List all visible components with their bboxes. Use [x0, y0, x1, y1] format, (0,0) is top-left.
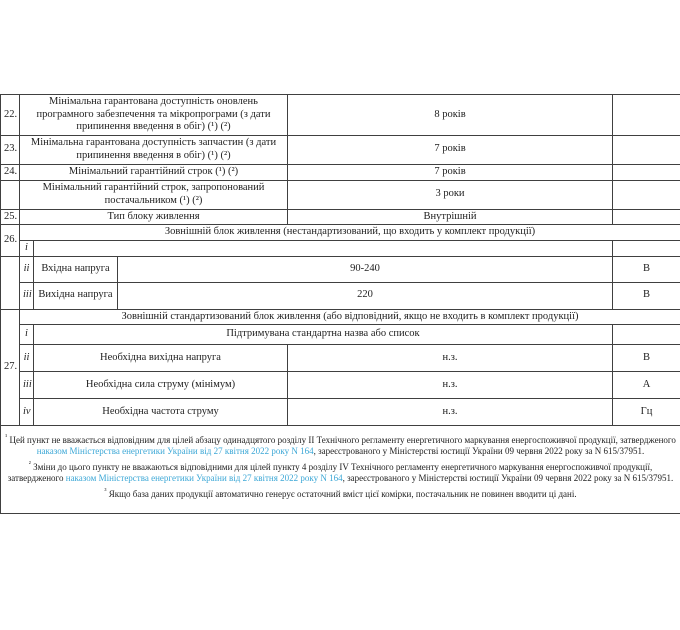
row-unit — [613, 135, 680, 164]
sub-row-number: iv — [20, 399, 34, 426]
row-value: 90-240 — [118, 256, 613, 282]
row-label: Необхідна сила струму (мінімум) — [34, 372, 288, 399]
row-value: 3 роки — [288, 180, 613, 209]
table-row — [1, 345, 680, 372]
row-label: Мінімальний гарантійний строк, запропонований постачальником (¹) (²) — [20, 180, 288, 209]
footnote-order-link[interactable]: наказом Міністерства енергетики України від 27 квітня 2022 року N 164 — [36, 446, 314, 457]
row-label: Тип блоку живлення — [20, 209, 288, 225]
row-unit — [613, 95, 680, 136]
sub-row-number: i — [20, 325, 34, 345]
row-unit: А — [613, 372, 680, 399]
footnote-1 — [4, 432, 677, 458]
footnotes-block — [1, 426, 680, 514]
row-number-spacer — [1, 256, 20, 309]
row-value: Внутрішній — [288, 209, 613, 225]
footnote-marker: ³ — [104, 486, 107, 495]
row-unit — [613, 180, 680, 209]
row-value — [34, 240, 613, 256]
section-26-header: Зовнішній блок живлення (нестандартизований, що входить у комплект продукції) — [20, 225, 680, 241]
sub-row-number: ii — [20, 345, 34, 372]
row-label: Мінімальна гарантована доступність запчастин (з дати припинення введення в обіг) (¹) (²) — [20, 135, 288, 164]
row-number: 23. — [1, 135, 20, 164]
row-label: Необхідна вихідна напруга — [34, 345, 288, 372]
footnote-text: , зареєстрованого у Міністерстві юстиції України 09 червня 2022 року за N 615/37951. — [342, 473, 674, 484]
row-value: н.з. — [288, 345, 613, 372]
row-unit: В — [613, 345, 680, 372]
section-27-header: Зовнішній стандартизований блок живлення (або відповідний, якщо не входить в комплект продукції) — [20, 309, 680, 325]
sub-row-number: iii — [20, 282, 34, 309]
sub-row-number: ii — [20, 256, 34, 282]
footnote-text: Зміни до цього пункту не вважаються відповідними для цілей пункту 4 розділу IV Технічного регламенту енергетичного маркування енергоспоживчої продукції, затвердженого — [7, 461, 653, 484]
row-unit — [613, 240, 680, 256]
table-row — [1, 426, 680, 514]
table-row — [1, 325, 680, 345]
row-value: 7 років — [288, 135, 613, 164]
table-row — [1, 309, 680, 325]
row-unit — [613, 325, 680, 345]
row-value: 7 років — [288, 164, 613, 180]
row-value: 8 років — [288, 95, 613, 136]
footnote-order-link[interactable]: наказом Міністерства енергетики України від 27 квітня 2022 року N 164 — [65, 473, 343, 484]
row-label: Вхідна напруга — [34, 256, 118, 282]
table-row — [1, 135, 680, 164]
footnote-3 — [4, 486, 677, 501]
sub-row-number: iii — [20, 372, 34, 399]
row-label: Вихідна напруга — [34, 282, 118, 309]
row-unit: Гц — [613, 399, 680, 426]
footnote-marker: ¹ — [5, 432, 8, 441]
table-row — [1, 372, 680, 399]
table-row — [1, 180, 680, 209]
product-info-table — [0, 94, 680, 514]
row-label: Мінімальна гарантована доступність оновлень програмного забезпечення та мікропрограми (з дати припинення введення в обіг) (¹) (²) — [20, 95, 288, 136]
footnote-2 — [4, 459, 677, 485]
table-row — [1, 282, 680, 309]
row-unit — [613, 209, 680, 225]
table-row — [1, 209, 680, 225]
row-value: н.з. — [288, 372, 613, 399]
row-number: 26. — [1, 225, 20, 256]
footnote-text: Якщо база даних продукції автоматично генерує остаточний вміст цієї комірки, постачальник не повинен вводити ці дані. — [106, 488, 577, 499]
table-row — [1, 95, 680, 136]
row-label: Мінімальний гарантійний строк (¹) (²) — [20, 164, 288, 180]
row-number: 27. — [1, 309, 20, 426]
row-unit: В — [613, 282, 680, 309]
table-row — [1, 225, 680, 241]
row-number: 24. — [1, 164, 20, 180]
row-unit — [613, 164, 680, 180]
footnote-marker: ² — [28, 459, 31, 468]
table-row — [1, 399, 680, 426]
row-value: 220 — [118, 282, 613, 309]
footnote-text: , зареєстрованого у Міністерстві юстиції України 09 червня 2022 року за N 615/37951. — [313, 446, 645, 457]
table-row — [1, 164, 680, 180]
footnote-text: Цей пункт не вважається відповідним для цілей абзацу одинадцятого розділу II Технічного регламенту енергетичного маркування енергоспоживчої продукції, затвердженого — [7, 434, 676, 445]
row-number: 25. — [1, 209, 20, 225]
row-label: Необхідна частота струму — [34, 399, 288, 426]
row-unit: В — [613, 256, 680, 282]
table-row — [1, 240, 680, 256]
row-number — [1, 180, 20, 209]
row-value: н.з. — [288, 399, 613, 426]
row-label: Підтримувана стандартна назва або список — [34, 325, 613, 345]
row-number: 22. — [1, 95, 20, 136]
sub-row-number: i — [20, 240, 34, 256]
table-row — [1, 256, 680, 282]
